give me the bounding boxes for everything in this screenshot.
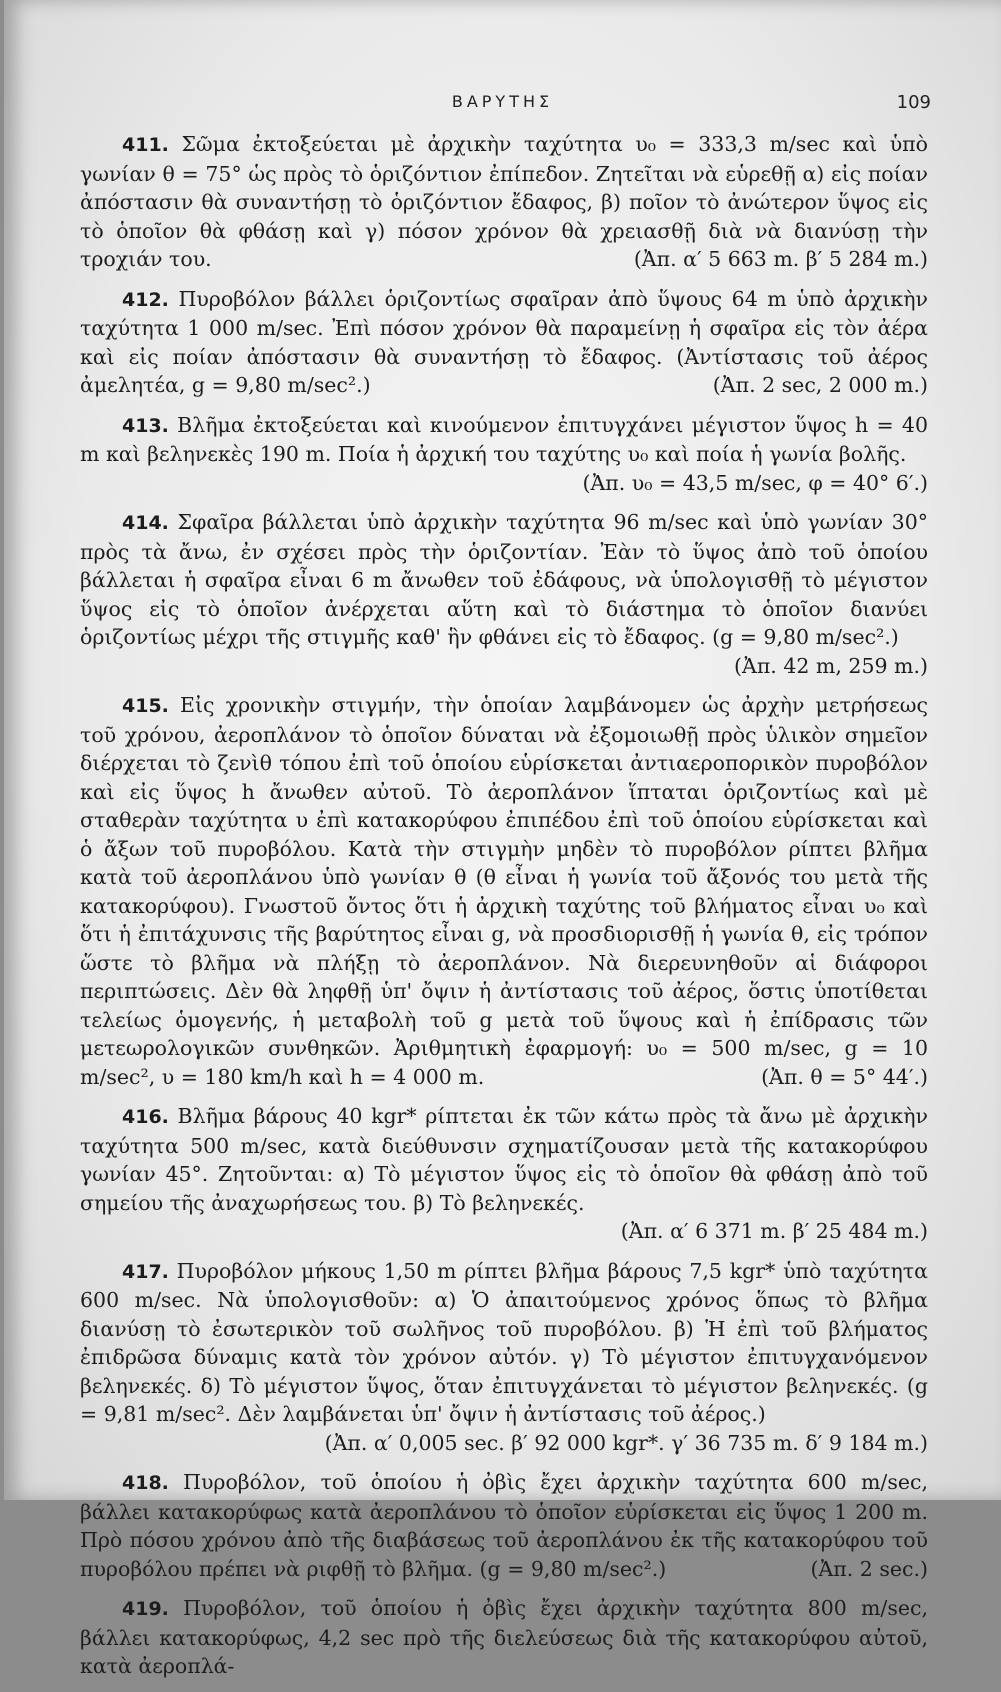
problem-number: 416. [122,1106,169,1128]
problem-number: 413. [122,414,169,437]
problem-413 [80,411,928,498]
problem-number: 414. [122,512,169,534]
problem-414 [80,508,928,680]
problem-text: Σῶμα ἐκτοξεύεται μὲ ἀρχικὴν ταχύτητα υ₀ = 333,3 m/sec καὶ ὑπὸ γωνίαν θ = 75° ὡς πρὸς τὸ ὁριζόντιον ἐπίπεδον. Ζητεῖται νὰ εὑρεθῇ α) εἰς ποίαν ἀπόστασιν θὰ συναντήσῃ τὸ ὁριζόντιον ἔδαφος, β) ποῖον τὸ ἀνώτερον ὕψος εἰς τὸ ὁποῖον θὰ φθάσῃ καὶ γ) πόσον χρόνον θὰ χρειασθῇ διὰ νὰ διανύσῃ τὴν τροχιάν του. [80,132,928,271]
page-header [4,92,1001,122]
problem-418 [80,1468,928,1583]
problem-text: Πυροβόλον μήκους 1,50 m ρίπτει βλῆμα βάρους 7,5 kgr* ὑπὸ ταχύτητα 600 m/sec. Νὰ ὑπολογισθοῦν: α) Ὁ ἀπαιτούμενος χρόνος ὅπως τὸ βλῆμα διανύσῃ τὸ ἐσωτερικὸν τοῦ σωλῆνος τοῦ πυροβόλου. β) Ἡ ἐπὶ τοῦ βλήματος ἐπιδρῶσα δύναμις κατὰ τὸν χρόνον αὐτόν. γ) Τὸ μέγιστον ἐπιτυγχανόμενον βεληνεκές. δ) Τὸ μέγιστον ὕψος, ὅταν ἐπιτυγχάνεται τὸ μέγιστον βεληνεκές. (g = 9,81 m/sec². Δὲν λαμβάνεται ὑπ' ὄψιν ἡ ἀντίστασις τοῦ ἀέρος.) [80,1258,928,1426]
page-body [80,130,928,1692]
book-page [4,0,1001,1678]
problem-text: Πυροβόλον, τοῦ ὁποίου ἡ ὀβὶς ἔχει ἀρχικὴν ταχύτητα 600 m/sec, βάλλει κατακορύφως κατὰ ἀεροπλάνου τὸ ὁποῖον εὑρίσκεται εἰς ὕψος 1 200 m. Πρὸ πόσου χρόνου ἀπὸ τῆς διαβάσεως τοῦ ἀεροπλάνου ἐκ τῆς κατακορύφου τοῦ πυροβόλου πρέπει νὰ ριφθῇ τὸ βλῆμα. (g = 9,80 m/sec².) [80,1470,928,1581]
problem-412 [80,285,928,400]
problem-answer: (Ἀπ. θ = 5° 44′.) [761,1064,928,1089]
problem-text: Βλῆμα ἐκτοξεύεται καὶ κινούμενον ἐπιτυγχάνει μέγιστον ὕψος h = 40 m καὶ βεληνεκὲς 190 m. Ποία ἡ ἀρχική του ταχύτης υ₀ καὶ ποία ἡ γωνία βολῆς. [80,412,928,466]
problem-text: Πυροβόλον βάλλει ὁριζοντίως σφαῖραν ἀπὸ ὕψους 64 m ὑπὸ ἀρχικὴν ταχύτητα 1 000 m/sec. Ἐπὶ πόσον χρόνον θὰ παραμείνῃ ἡ σφαῖρα εἰς τὸν ἀέρα καὶ εἰς ποίαν ἀπόστασιν θὰ συναντήσῃ τὸ ἔδαφος. (Ἀντίστασις τοῦ ἀέρος ἀμελητέα, g = 9,80 m/sec².) [80,286,928,397]
page-number: 109 [896,92,931,113]
problem-answer: (Ἀπ. α′ 5 663 m. β′ 5 284 m.) [633,247,928,271]
problem-411 [80,130,928,274]
problem-number: 415. [122,695,169,717]
problem-number: 418. [122,1472,169,1494]
problem-text: Βλῆμα βάρους 40 kgr* ρίπτεται ἐκ τῶν κάτω πρὸς τὰ ἄνω μὲ ἀρχικὴν ταχύτητα 500 m/sec, κατὰ διεύθυνσιν σχηματίζουσαν μετὰ τῆς κατακορύφου γωνίαν 45°. Ζητοῦνται: α) Τὸ μέγιστον ὕψος εἰς τὸ ὁποῖον θὰ φθάσῃ ἀπὸ τοῦ σημείου τῆς ἀναχωρήσεως του. β) Τὸ βεληνεκές. [80,1104,928,1215]
problem-answer: (Ἀπ. υ₀ = 43,5 m/sec, φ = 40° 6′.) [582,470,928,495]
running-title: ΒΑΡΥΤΗΣ [451,92,554,111]
problem-answer: (Ἀπ. 2 sec.) [810,1556,928,1581]
problem-417 [80,1257,928,1458]
problem-text: Πυροβόλον, τοῦ ὁποίου ἡ ὀβὶς ἔχει ἀρχικὴν ταχύτητα 800 m/sec, βάλλει κατακορύφως, 4,2 sec πρὸ τῆς διελεύσεως διὰ τῆς κατακορύφου αὐτοῦ, κατὰ ἀεροπλά- [80,1596,928,1678]
problem-text: Εἰς χρονικὴν στιγμήν, τὴν ὁποίαν λαμβάνομεν ὡς ἀρχὴν μετρήσεως τοῦ χρόνου, ἀεροπλάνον τὸ ὁποῖον δύναται νὰ ἐξομοιωθῇ πρὸς ὑλικὸν σημεῖον διέρχεται τὸ ζενὶθ τόπου ἐπὶ τοῦ ὁποίου εὑρίσκεται ἀντιαεροπορικὸν πυροβόλον καὶ εἰς ὕψος h ἄνωθεν αὐτοῦ. Τὸ ἀεροπλάνον ἵπταται ὁριζοντίως καὶ μὲ σταθερὰν ταχύτητα υ ἐπὶ κατακορύφου ἐπιπέδου ἐπὶ τοῦ ὁποίου εὑρίσκεται καὶ ὁ ἄξων τοῦ πυροβόλου. Κατὰ τὴν στιγμὴν μηδὲν τὸ πυροβόλον ρίπτει βλῆμα κατὰ τοῦ ἀεροπλάνου ὑπὸ γωνίαν θ (θ εἶναι ἡ γωνία τοῦ ἄξονός του μετὰ τῆς κατακορύφου). Γνωστοῦ ὄντος ὅτι ἡ ἀρχικὴ ταχύτης τοῦ βλήματος εἶναι υ₀ καὶ ὅτι ἡ ἐπιτάχυνσις τῆς βαρύτητος εἶναι g, νὰ προσδιορισθῇ ἡ γωνία θ, εἰς τρόπον ὥστε τὸ βλῆμα νὰ πλήξῃ τὸ ἀεροπλάνον. Νὰ διερευνηθοῦν αἱ διάφοροι περιπτώσεις. Δὲν θὰ ληφθῇ ὑπ' ὄψιν ἡ ἀντίστασις τοῦ ἀέρος, ὅστις ὑποτίθεται τελείως ὁμογενής, ἡ μεταβολὴ τοῦ g μετὰ τοῦ ὕψους καὶ ἡ ἐπίδρασις τῶν μετεωρολογικῶν συνθηκῶν. Ἀριθμητικὴ ἐφαρμογή: υ₀ = 500 m/sec, g = 10 m/sec², υ = 180 km/h καὶ h = 4 000 m. [80,693,928,1089]
problem-416 [80,1102,928,1246]
problem-415 [80,691,928,1091]
problem-number: 417. [122,1260,169,1283]
problem-number: 419. [122,1598,169,1620]
problem-text: Σφαῖρα βάλλεται ὑπὸ ἀρχικὴν ταχύτητα 96 m/sec καὶ ὑπὸ γωνίαν 30° πρὸς τὰ ἄνω, ἐν σχέσει πρὸς τὴν ὁριζοντίαν. Ἐὰν τὸ ὕψος ἀπὸ τοῦ ὁποίου βάλλεται ἡ σφαῖρα εἶναι 6 m ἄνωθεν τοῦ ἐδάφους, νὰ ὑπολογισθῇ τὸ μέγιστον ὕψος εἰς τὸ ὁποῖον ἀνέρχεται αὕτη καὶ τὸ διάστημα τὸ ὁποῖον διανύει ὁριζοντίως μέχρι τῆς στιγμῆς καθ' ἣν φθάνει εἰς τὸ ἔδαφος. (g = 9,80 m/sec².) [80,510,928,649]
problem-number: 411. [122,134,169,156]
problem-answer: (Ἀπ. α′ 6 371 m. β′ 25 484 m.) [620,1219,928,1243]
problem-number: 412. [122,288,169,311]
problem-answer: (Ἀπ. 2 sec, 2 000 m.) [712,373,928,397]
problem-419 [80,1594,928,1681]
problem-answer: (Ἀπ. α′ 0,005 sec. β′ 92 000 kgr*. γ′ 36 735 m. δ′ 9 184 m.) [324,1430,928,1455]
problem-answer: (Ἀπ. 42 m, 259 m.) [734,653,928,678]
